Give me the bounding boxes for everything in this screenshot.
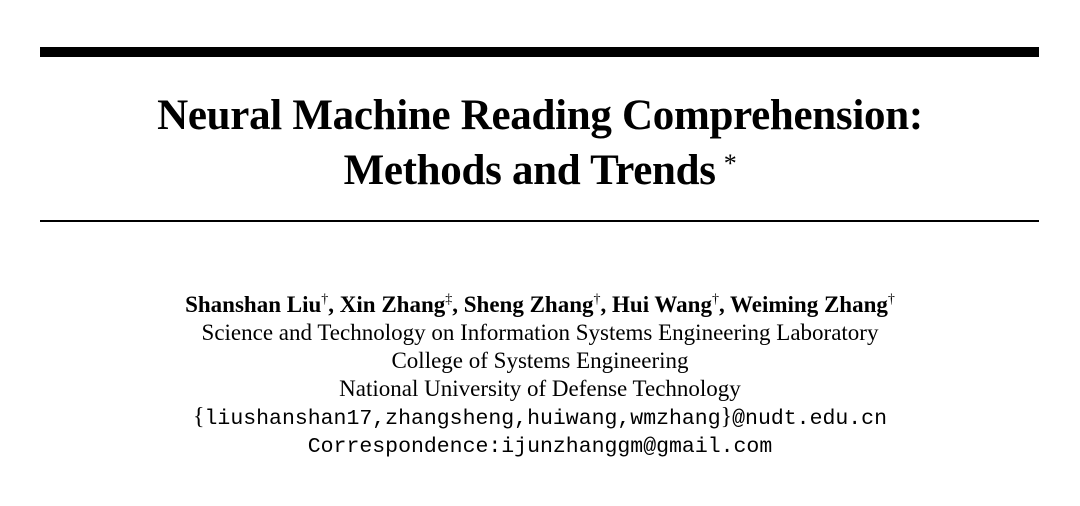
email-close-brace: } xyxy=(720,404,733,430)
paper-title xyxy=(0,92,1080,195)
author-name: Sheng Zhang xyxy=(463,292,594,317)
author-affiliation-mark: † xyxy=(887,292,895,307)
title-line-2 xyxy=(0,140,1080,195)
author-name: Xin Zhang xyxy=(339,292,446,317)
author-list xyxy=(0,291,1080,319)
correspondence-email: Correspondence:ijunzhanggm@gmail.com xyxy=(307,435,773,459)
bottom-rule xyxy=(40,220,1039,222)
author-affiliation-mark: ‡ xyxy=(445,292,453,307)
author-name: Hui Wang xyxy=(612,292,712,317)
author-affiliation-mark: † xyxy=(711,292,719,307)
affiliation-lab: Science and Technology on Information Systems Engineering Laboratory xyxy=(201,320,879,345)
title-line-2-text: Methods and Trends xyxy=(343,147,716,194)
affiliation-college: College of Systems Engineering xyxy=(391,348,689,373)
email-users: liushanshan17,zhangsheng,huiwang,wmzhang xyxy=(204,407,721,431)
title-line-1: Neural Machine Reading Comprehension: xyxy=(157,92,923,139)
author-name: Weiming Zhang xyxy=(730,292,888,317)
author-name: Shanshan Liu xyxy=(185,292,322,317)
title-footnote-mark: * xyxy=(723,149,737,178)
email-line xyxy=(0,403,1080,433)
email-open-brace: { xyxy=(193,404,205,430)
author-affiliation-mark: † xyxy=(321,292,329,307)
author-separator: , xyxy=(600,292,613,317)
author-separator: , xyxy=(328,292,340,317)
author-separator: , xyxy=(452,292,464,317)
email-domain: @nudt.edu.cn xyxy=(732,407,887,431)
affiliation-university: National University of Defense Technology xyxy=(339,376,741,401)
author-separator: , xyxy=(718,292,731,317)
author-affiliation-mark: † xyxy=(593,292,601,307)
author-block xyxy=(0,291,1080,461)
top-rule xyxy=(40,47,1039,57)
